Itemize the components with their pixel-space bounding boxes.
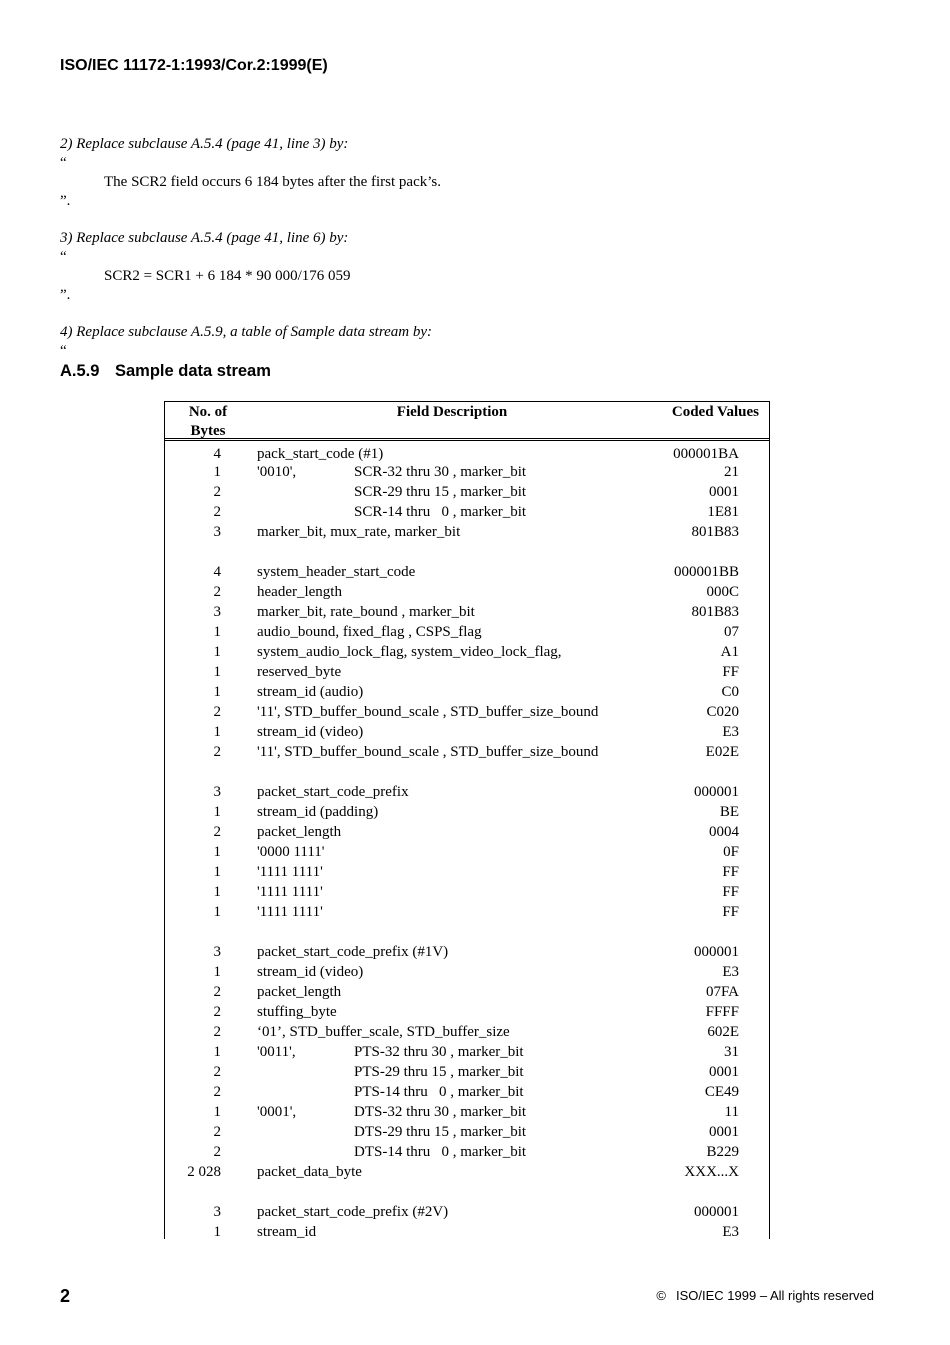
cell-description: system_header_start_code <box>257 564 416 580</box>
cell-coded-value: B229 <box>706 1144 739 1160</box>
table-row <box>165 782 769 802</box>
cell-coded-value: 0F <box>723 844 739 860</box>
cell-coded-value: 000001 <box>694 784 739 800</box>
cell-subfield: SCR-32 thru 30 , marker_bit <box>354 464 527 480</box>
cell-coded-value: 21 <box>724 464 739 480</box>
replacement-text: SCR2 = SCR1 + 6 184 * 90 000/176 059 <box>104 268 351 284</box>
table-row <box>165 942 769 962</box>
instruction-4: 4) Replace subclause A.5.9, a table of Sample data stream by: <box>60 324 433 340</box>
cell-description: packet_start_code_prefix (#2V) <box>257 1204 449 1220</box>
table-row <box>165 1062 769 1082</box>
cell-subfield: PTS-29 thru 15 , marker_bit <box>354 1064 524 1080</box>
cell-description: stream_id (video) <box>257 724 364 740</box>
copyright: © ISO/IEC 1999 – All rights reserved <box>656 1288 874 1303</box>
cell-bytes: 1 <box>213 664 221 680</box>
cell-coded-value: 801B83 <box>691 524 739 540</box>
table-row <box>165 682 769 702</box>
cell-bytes: 1 <box>213 1224 221 1240</box>
header-description: Field Description <box>396 404 508 420</box>
cell-description: '11', STD_buffer_bound_scale , STD_buffer_size_bound <box>257 704 599 720</box>
cell-description: '1111 1111' <box>257 884 323 900</box>
table-row <box>165 444 769 464</box>
cell-coded-value: 0004 <box>709 824 739 840</box>
cell-coded-value: 0001 <box>709 484 739 500</box>
cell-description: packet_start_code_prefix (#1V) <box>257 944 449 960</box>
table-row <box>165 1202 769 1222</box>
table-row <box>165 1222 769 1242</box>
cell-bytes: 1 <box>213 464 221 480</box>
cell-coded-value: 0001 <box>709 1064 739 1080</box>
cell-coded-value: A1 <box>720 644 739 660</box>
cell-coded-value: E02E <box>705 744 739 760</box>
cell-description: '11', STD_buffer_bound_scale , STD_buffer_size_bound <box>257 744 599 760</box>
sample-data-stream-table <box>164 401 770 1239</box>
table-row <box>165 842 769 862</box>
cell-description: packet_start_code_prefix <box>257 784 409 800</box>
table-row <box>165 482 769 502</box>
cell-description: stuffing_byte <box>257 1004 337 1020</box>
open-quote: “ <box>60 343 67 359</box>
cell-description: ‘01’, STD_buffer_scale, STD_buffer_size <box>257 1024 510 1040</box>
cell-bytes: 4 <box>213 564 221 580</box>
table-row <box>165 562 769 582</box>
close-quote: ”. <box>60 193 71 209</box>
table-row <box>165 1002 769 1022</box>
cell-bytes: 3 <box>213 524 221 540</box>
table-row <box>165 722 769 742</box>
cell-coded-value: 07FA <box>705 984 739 1000</box>
open-quote: “ <box>60 155 67 171</box>
cell-bytes: 1 <box>213 864 221 880</box>
table-row <box>165 502 769 522</box>
cell-bytes: 1 <box>213 964 221 980</box>
cell-coded-value: 000001BA <box>673 446 739 462</box>
cell-description: packet_length <box>257 824 342 840</box>
cell-coded-value: E3 <box>722 1224 739 1240</box>
open-quote: “ <box>60 249 67 265</box>
cell-bytes: 1 <box>213 804 221 820</box>
table-row <box>165 1162 769 1182</box>
page-number: 2 <box>60 1286 71 1306</box>
cell-coded-value: 1E81 <box>707 504 739 520</box>
cell-coded-value: FFFF <box>705 1004 739 1020</box>
cell-description: '0001', <box>257 1104 297 1120</box>
cell-bytes: 3 <box>213 1204 221 1220</box>
cell-description: packet_length <box>257 984 342 1000</box>
cell-coded-value: E3 <box>722 724 739 740</box>
section-title: Sample data stream <box>115 362 271 380</box>
cell-coded-value: E3 <box>722 964 739 980</box>
cell-description: '0000 1111' <box>257 844 325 860</box>
cell-coded-value: FF <box>722 864 739 880</box>
cell-coded-value: 000001BB <box>673 564 739 580</box>
cell-bytes: 2 <box>213 504 221 520</box>
cell-bytes: 2 <box>213 984 221 1000</box>
table-row <box>165 622 769 642</box>
cell-coded-value: C020 <box>706 704 739 720</box>
cell-bytes: 2 <box>213 1124 221 1140</box>
cell-coded-value: 801B83 <box>691 604 739 620</box>
table-row <box>165 882 769 902</box>
replacement-text: The SCR2 field occurs 6 184 bytes after the first pack’s. <box>104 174 442 190</box>
cell-bytes: 2 <box>213 824 221 840</box>
cell-bytes: 1 <box>213 904 221 920</box>
table-row <box>165 1142 769 1162</box>
cell-description: packet_data_byte <box>257 1164 362 1180</box>
cell-bytes: 2 028 <box>187 1164 221 1180</box>
cell-subfield: PTS-14 thru 0 , marker_bit <box>354 1084 524 1100</box>
cell-coded-value: 000001 <box>694 1204 739 1220</box>
header-bytes: No. of Bytes <box>188 404 228 439</box>
section-number: A.5.9 <box>60 362 100 380</box>
document-header: ISO/IEC 11172-1:1993/Cor.2:1999(E) <box>60 57 328 74</box>
table-row <box>165 902 769 922</box>
cell-bytes: 1 <box>213 1104 221 1120</box>
cell-bytes: 4 <box>213 446 221 462</box>
table-row <box>165 522 769 542</box>
table-row <box>165 602 769 622</box>
table-row <box>165 702 769 722</box>
cell-bytes: 3 <box>213 604 221 620</box>
table-row <box>165 1082 769 1102</box>
cell-bytes: 2 <box>213 704 221 720</box>
cell-description: '0010', <box>257 464 297 480</box>
table-row <box>165 582 769 602</box>
table-row <box>165 1022 769 1042</box>
cell-bytes: 1 <box>213 644 221 660</box>
cell-coded-value: 000C <box>706 584 739 600</box>
cell-bytes: 1 <box>213 1044 221 1060</box>
header-coded-values: Coded Values <box>671 404 759 420</box>
cell-bytes: 1 <box>213 884 221 900</box>
cell-subfield: DTS-32 thru 30 , marker_bit <box>354 1104 527 1120</box>
cell-description: reserved_byte <box>257 664 342 680</box>
cell-coded-value: FF <box>722 664 739 680</box>
cell-coded-value: CE49 <box>704 1084 739 1100</box>
cell-description: marker_bit, mux_rate, marker_bit <box>257 524 461 540</box>
table-row <box>165 742 769 762</box>
instruction-3: 3) Replace subclause A.5.4 (page 41, line 6) by: <box>60 230 349 246</box>
cell-coded-value: FF <box>722 904 739 920</box>
cell-bytes: 1 <box>213 724 221 740</box>
cell-description: header_length <box>257 584 342 600</box>
cell-coded-value: XXX...X <box>684 1164 739 1180</box>
cell-bytes: 2 <box>213 1084 221 1100</box>
cell-bytes: 2 <box>213 1144 221 1160</box>
cell-subfield: DTS-29 thru 15 , marker_bit <box>354 1124 527 1140</box>
cell-coded-value: C0 <box>721 684 739 700</box>
cell-coded-value: 07 <box>724 624 739 640</box>
cell-bytes: 2 <box>213 744 221 760</box>
cell-description: pack_start_code (#1) <box>257 446 384 462</box>
cell-bytes: 2 <box>213 484 221 500</box>
cell-subfield: SCR-29 thru 15 , marker_bit <box>354 484 527 500</box>
cell-description: stream_id (video) <box>257 964 364 980</box>
cell-subfield: SCR-14 thru 0 , marker_bit <box>354 504 527 520</box>
table-row <box>165 1042 769 1062</box>
close-quote: ”. <box>60 287 71 303</box>
table-row <box>165 662 769 682</box>
table-row <box>165 982 769 1002</box>
table-row <box>165 1102 769 1122</box>
section-heading <box>60 362 271 381</box>
cell-description: '1111 1111' <box>257 864 323 880</box>
cell-bytes: 2 <box>213 1064 221 1080</box>
cell-bytes: 3 <box>213 784 221 800</box>
instruction-2: 2) Replace subclause A.5.4 (page 41, line 3) by: <box>60 136 349 152</box>
cell-description: marker_bit, rate_bound , marker_bit <box>257 604 475 620</box>
cell-bytes: 2 <box>213 584 221 600</box>
cell-coded-value: 602E <box>707 1024 739 1040</box>
cell-bytes: 1 <box>213 844 221 860</box>
cell-subfield: PTS-32 thru 30 , marker_bit <box>354 1044 524 1060</box>
table-row <box>165 862 769 882</box>
cell-description: '1111 1111' <box>257 904 323 920</box>
cell-bytes: 3 <box>213 944 221 960</box>
cell-bytes: 1 <box>213 684 221 700</box>
table-row <box>165 642 769 662</box>
cell-coded-value: BE <box>719 804 739 820</box>
cell-description: stream_id (audio) <box>257 684 364 700</box>
cell-coded-value: FF <box>722 884 739 900</box>
cell-description: '0011', <box>257 1044 296 1060</box>
cell-description: stream_id <box>257 1224 317 1240</box>
cell-subfield: DTS-14 thru 0 , marker_bit <box>354 1144 527 1160</box>
cell-bytes: 1 <box>213 624 221 640</box>
table-row <box>165 802 769 822</box>
table-row <box>165 962 769 982</box>
table-row <box>165 822 769 842</box>
cell-coded-value: 0001 <box>709 1124 739 1140</box>
cell-bytes: 2 <box>213 1004 221 1020</box>
cell-description: system_audio_lock_flag, system_video_lock_flag, <box>257 644 562 660</box>
table-row <box>165 1122 769 1142</box>
copyright-symbol: © <box>656 1288 667 1303</box>
table-header <box>165 402 769 441</box>
cell-coded-value: 11 <box>724 1104 739 1120</box>
cell-coded-value: 000001 <box>694 944 739 960</box>
cell-description: stream_id (padding) <box>257 804 379 820</box>
cell-description: audio_bound, fixed_flag , CSPS_flag <box>257 624 482 640</box>
cell-coded-value: 31 <box>724 1044 739 1060</box>
table-row <box>165 462 769 482</box>
cell-bytes: 2 <box>213 1024 221 1040</box>
